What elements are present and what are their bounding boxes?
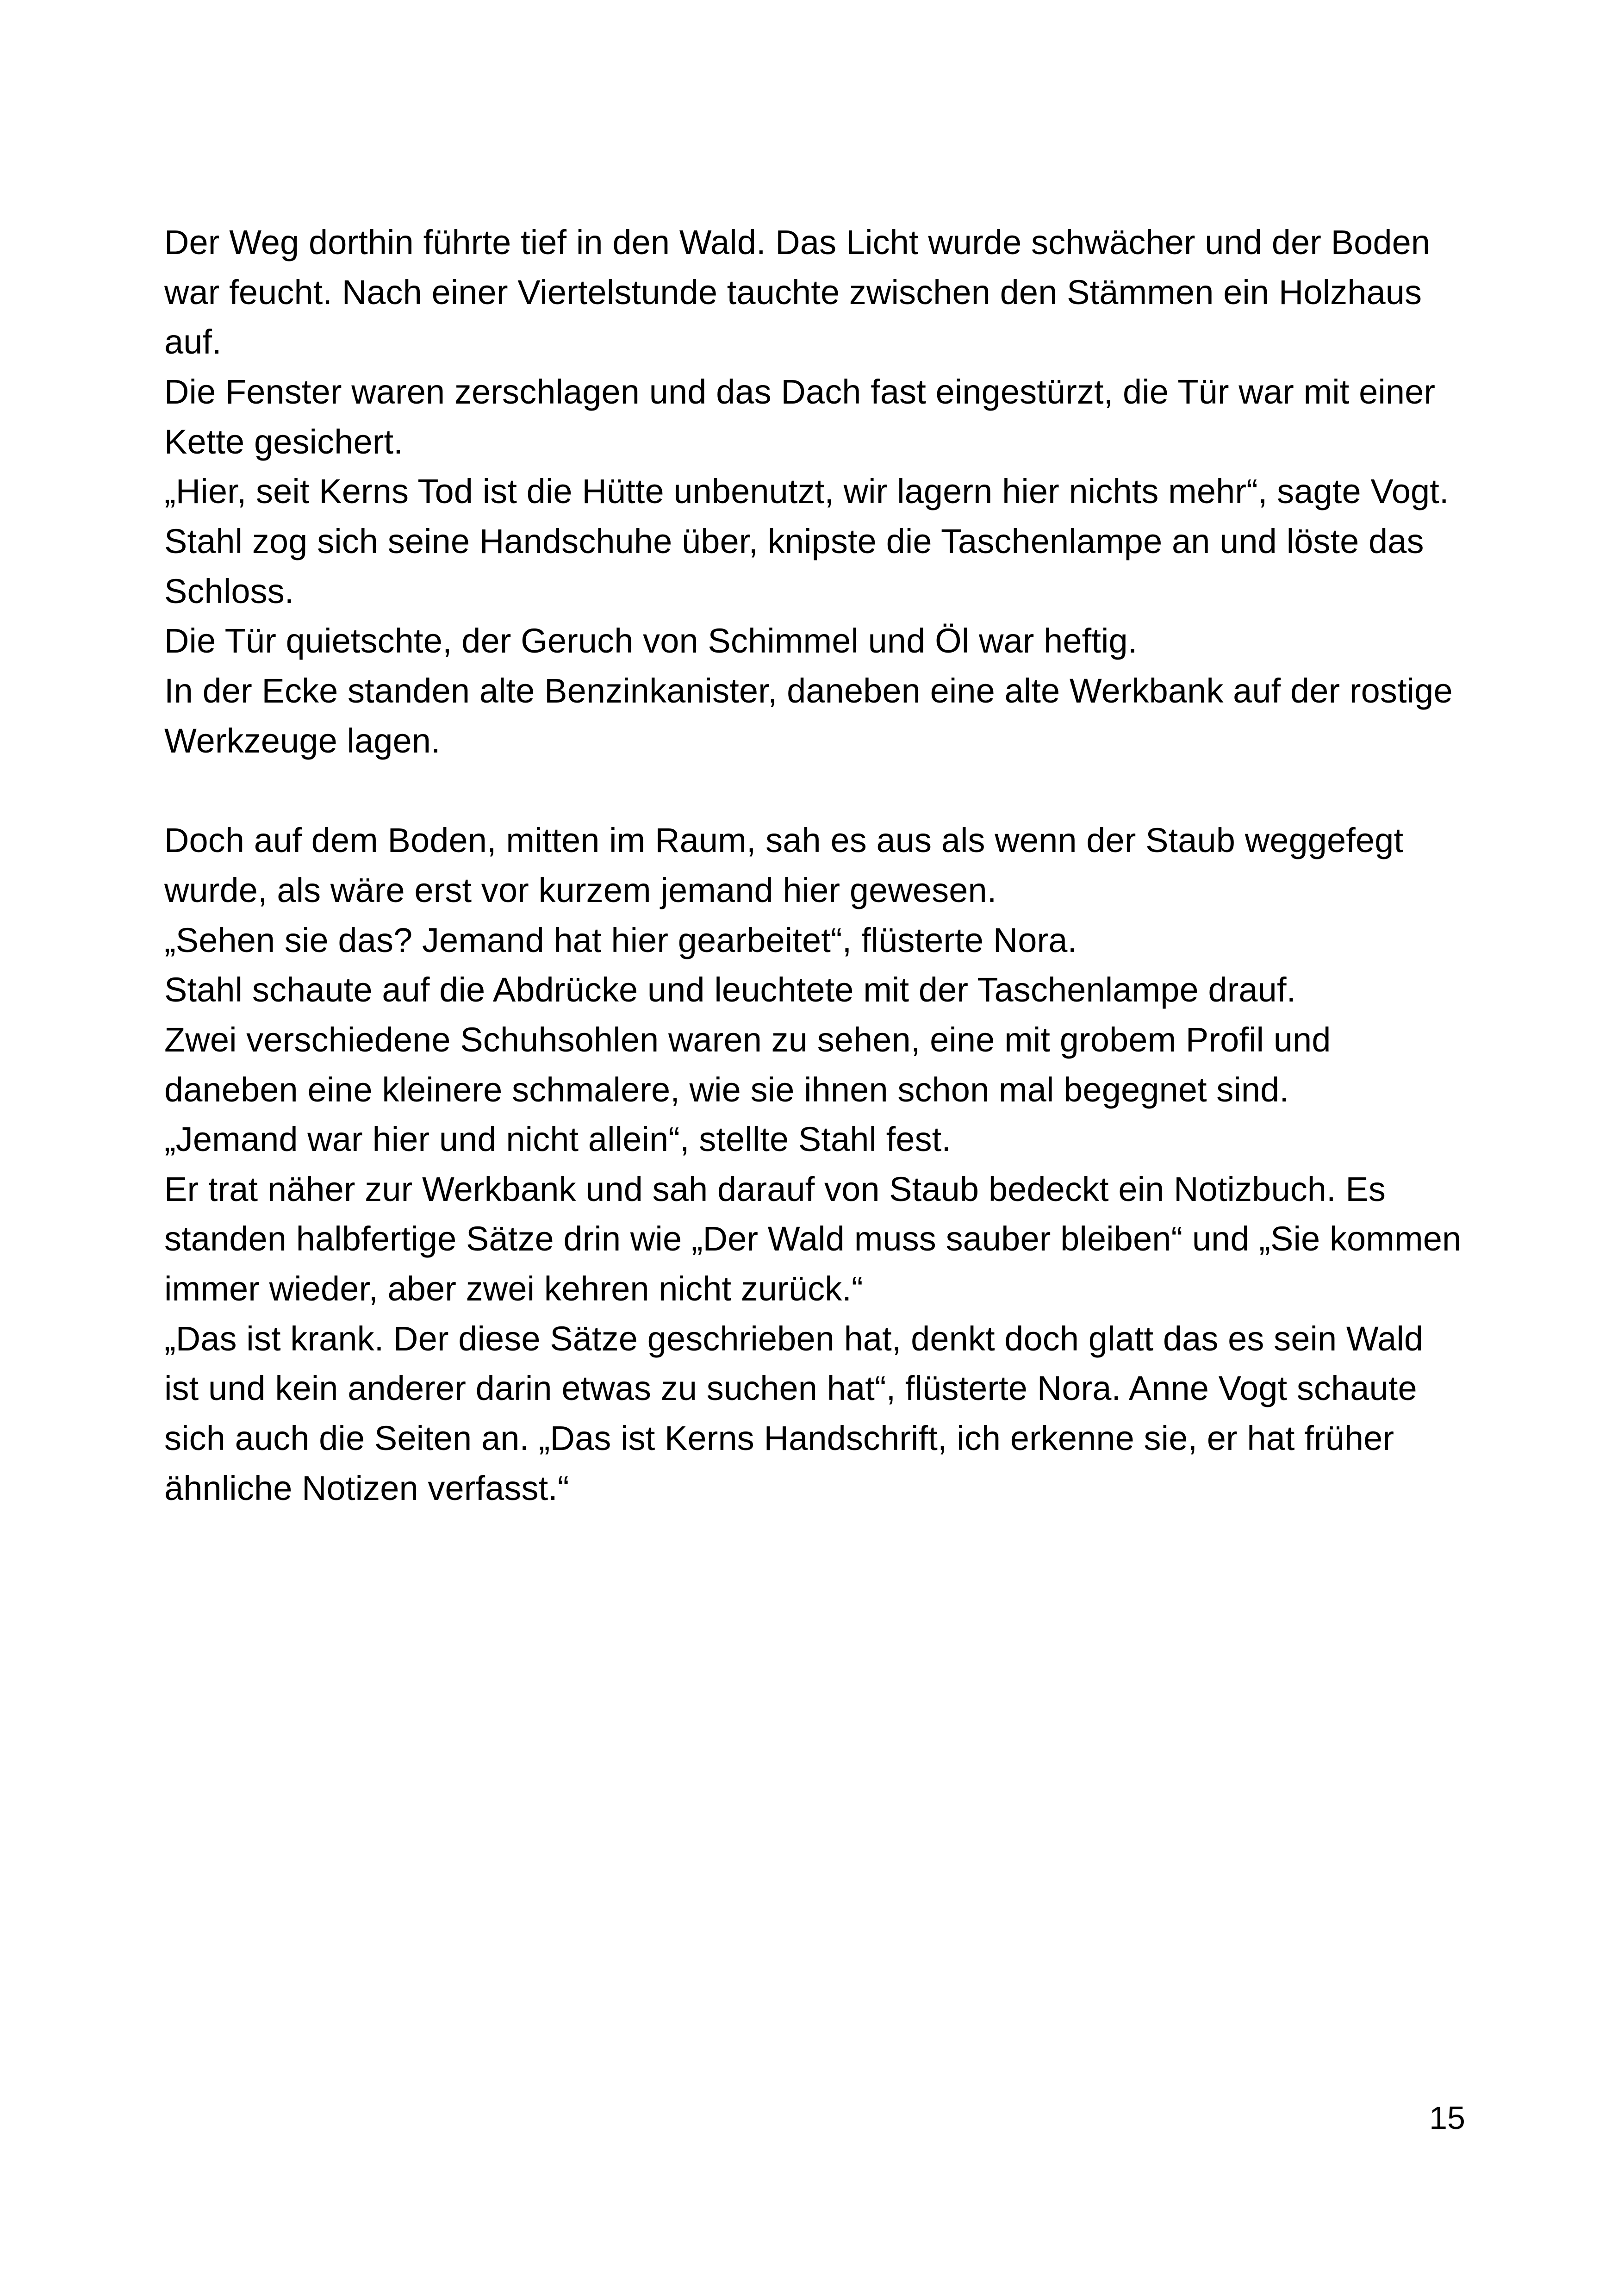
paragraph: „Jemand war hier und nicht allein“, stellte Stahl fest. — [164, 1120, 952, 1159]
page-number: 15 — [1429, 2100, 1465, 2136]
paragraph: In der Ecke standen alte Benzinkanister, daneben eine alte Werkbank auf der rostige Werkzeuge lagen. — [164, 671, 1462, 760]
paragraph: Doch auf dem Boden, mitten im Raum, sah es aus als wenn der Staub weggefegt wurde, als wäre erst vor kurzem jemand hier gewesen. — [164, 821, 1413, 909]
document-text-body — [164, 218, 1471, 1513]
paragraph: „Hier, seit Kerns Tod ist die Hütte unbenutzt, wir lagern hier nichts mehr“, sagte Vogt. — [164, 472, 1449, 511]
paragraph: „Das ist krank. Der diese Sätze geschrieben hat, denkt doch glatt das es sein Wald ist und kein anderer darin etwas zu suchen hat“, flüsterte Nora. Anne Vogt schaute sich auch die Seiten an. „Das ist Kerns Handschrift, ich erkenne sie, er hat früher ähnliche Notizen verfasst.“ — [164, 1319, 1433, 1507]
paragraph-spacer — [164, 765, 1465, 815]
paragraph: Stahl zog sich seine Handschuhe über, knipste die Taschenlampe an und löste das Schloss. — [164, 522, 1434, 610]
paragraph: Zwei verschiedene Schuhsohlen waren zu sehen, eine mit grobem Profil und daneben eine kleinere schmalere, wie sie ihnen schon mal begegnet sind. — [164, 1020, 1341, 1109]
paragraph: „Sehen sie das? Jemand hat hier gearbeitet“, flüsterte Nora. — [164, 921, 1077, 959]
paragraph: Die Tür quietschte, der Geruch von Schimmel und Öl war heftig. — [164, 622, 1138, 660]
paragraph: Der Weg dorthin führte tief in den Wald. Das Licht wurde schwächer und der Boden war feucht. Nach einer Viertelstunde tauchte zwischen den Stämmen ein Holzhaus auf. — [164, 223, 1440, 361]
paragraph: Stahl schaute auf die Abdrücke und leuchtete mit der Taschenlampe drauf. — [164, 971, 1296, 1009]
paragraph: Die Fenster waren zerschlagen und das Dach fast eingestürzt, die Tür war mit einer Kette gesichert. — [164, 372, 1445, 461]
paragraph: Er trat näher zur Werkbank und sah darauf von Staub bedeckt ein Notizbuch. Es standen halbfertige Sätze drin wie „Der Wald muss sauber bleiben“ und „Sie kommen immer wieder, aber zwei kehren nicht zurück.“ — [164, 1170, 1471, 1308]
